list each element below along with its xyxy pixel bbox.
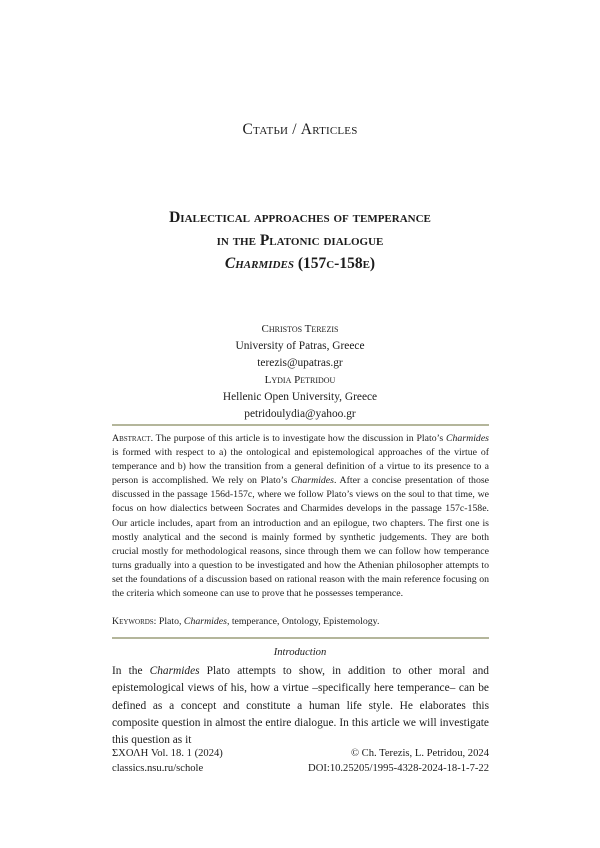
- doi-link[interactable]: DOI:10.25205/1995-4328-2024-18-1-7-22: [300, 761, 489, 776]
- intro-text: In the: [112, 665, 150, 677]
- footer-right: [300, 746, 489, 776]
- abstract-work-title: Charmides: [291, 475, 334, 486]
- title-work: Charmides: [225, 255, 294, 272]
- abstract-bottom-rule: [112, 637, 489, 639]
- keywords-text: , temperance, Ontology, Epistemology.: [227, 616, 379, 627]
- abstract-top-rule: [112, 424, 489, 426]
- footer-left: [112, 746, 223, 776]
- article-title: [0, 206, 600, 275]
- abstract-text: is formed with respect to a) the ontological and epistemological approaches of the virtue of temperance and b) how the transition from a general definition of a virtue to its presence to a person is accomplished. We rely on Plato’s: [112, 447, 489, 486]
- section-heading-ru: Статьи: [242, 121, 288, 138]
- section-heading-separator: /: [288, 121, 301, 138]
- author-email[interactable]: petridoulydia@yahoo.gr: [0, 406, 600, 423]
- author-affiliation: Hellenic Open University, Greece: [0, 389, 600, 406]
- title-line-2: in the Platonic dialogue: [0, 229, 600, 252]
- introduction-paragraph: [112, 663, 489, 749]
- section-heading: [0, 121, 600, 139]
- title-line-1: Dialectical approaches of temperance: [0, 206, 600, 229]
- section-heading-en: Articles: [301, 121, 358, 138]
- intro-work-title: Charmides: [150, 665, 200, 677]
- author-email[interactable]: terezis@upatras.gr: [0, 355, 600, 372]
- abstract-text: The purpose of this article is to investigate how the discussion in Plato’s: [153, 433, 446, 444]
- keywords-text: Plato,: [156, 616, 184, 627]
- abstract: [112, 432, 489, 601]
- authors-block: [0, 321, 600, 423]
- title-passage: (157c-158e): [294, 255, 375, 272]
- introduction-heading: Introduction: [0, 647, 600, 658]
- author-name: Christos Terezis: [0, 321, 600, 338]
- keywords-work-title: Charmides: [184, 616, 227, 627]
- intro-text: Plato attempts to show, in addition to other moral and epistemological views of his, how a virtue –specifically here temperance– can be defined as a concept and constitute a human life style. He elaborates this composite question in almost the entire dialogue. In this article we will investigate this question as it: [112, 665, 489, 746]
- author-affiliation: University of Patras, Greece: [0, 338, 600, 355]
- abstract-text: . After a concise presentation of those discussed in the passage 156d-157c, where we follow Plato’s views on the soul to that time, we focus on how dialectics between Socrates and Charmides develops in the passage 157c-158e. Our article includes, apart from an introduction and an epilogue, two chapters. The first one is mostly analytical and the second is mainly formed by synthetic judgements. They are both crucial mostly for methodological reasons, since through them we can follow how temperance turns gradually into a question to be investigated and how the Athenian philosopher attempts to set the foundations of a discussion based on rational reason with the main reference focusing on the criteria which someone can use to prove that he possesses temperance.: [112, 475, 489, 599]
- journal-site-link[interactable]: classics.nsu.ru/schole: [112, 761, 223, 776]
- abstract-label: Abstract.: [112, 433, 153, 444]
- keywords-label: Keywords:: [112, 616, 156, 627]
- title-line-3: [0, 252, 600, 275]
- copyright: © Ch. Terezis, L. Petridou, 2024: [300, 746, 489, 761]
- author-name: Lydia Petridou: [0, 372, 600, 389]
- keywords: [112, 615, 489, 629]
- abstract-work-title: Charmides: [446, 433, 489, 444]
- journal-citation: ΣΧΟΛΗ Vol. 18. 1 (2024): [112, 746, 223, 761]
